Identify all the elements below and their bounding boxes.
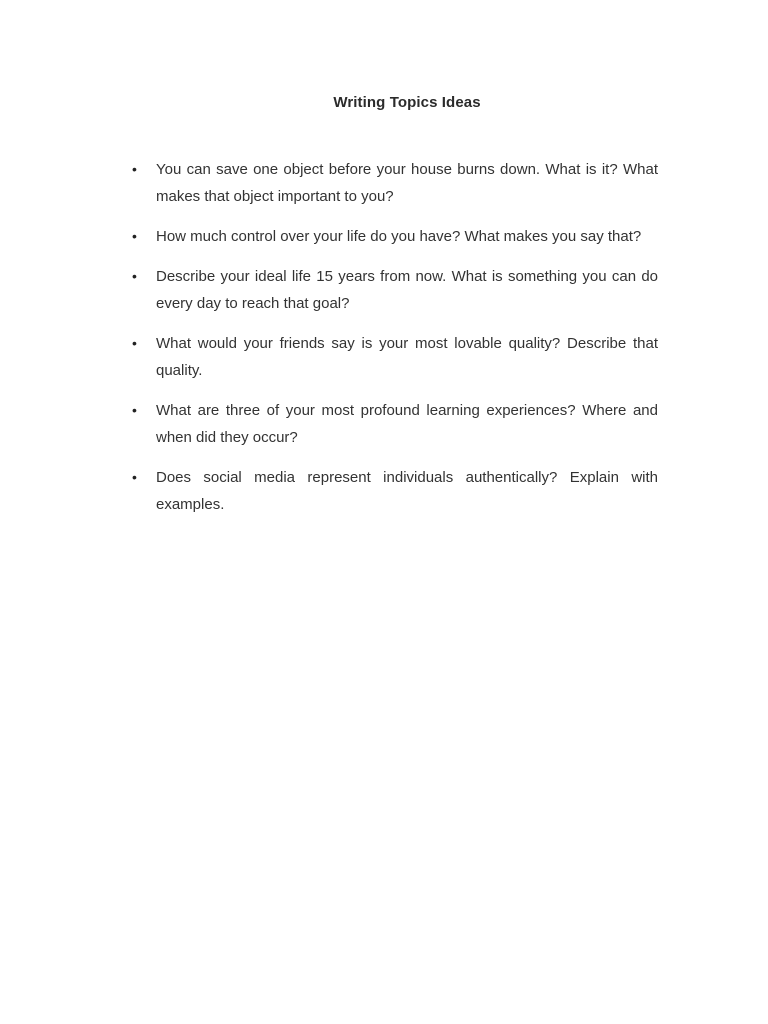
topic-text: What would your friends say is your most lovable quality? Describe that quality.	[156, 335, 658, 379]
bullet-icon: •	[132, 402, 137, 418]
list-item	[132, 464, 658, 518]
bullet-icon: •	[132, 161, 137, 177]
topic-text: You can save one object before your house burns down. What is it? What makes that object important to you?	[156, 161, 658, 205]
topic-text: What are three of your most profound learning experiences? Where and when did they occur?	[156, 402, 658, 446]
list-item	[132, 156, 658, 210]
bullet-icon: •	[132, 228, 137, 244]
list-item	[132, 397, 658, 451]
topic-text: How much control over your life do you have? What makes you say that?	[156, 228, 642, 245]
topic-text: Does social media represent individuals authentically? Explain with examples.	[156, 469, 658, 513]
list-item	[132, 263, 658, 317]
list-item	[132, 330, 658, 384]
bullet-icon: •	[132, 268, 137, 284]
list-item	[132, 223, 658, 250]
page-title: Writing Topics Ideas	[333, 94, 481, 111]
bullet-icon: •	[132, 469, 137, 485]
topic-list	[132, 156, 658, 531]
bullet-icon: •	[132, 335, 137, 351]
topic-text: Describe your ideal life 15 years from now. What is something you can do every day to reach that goal?	[156, 268, 658, 312]
